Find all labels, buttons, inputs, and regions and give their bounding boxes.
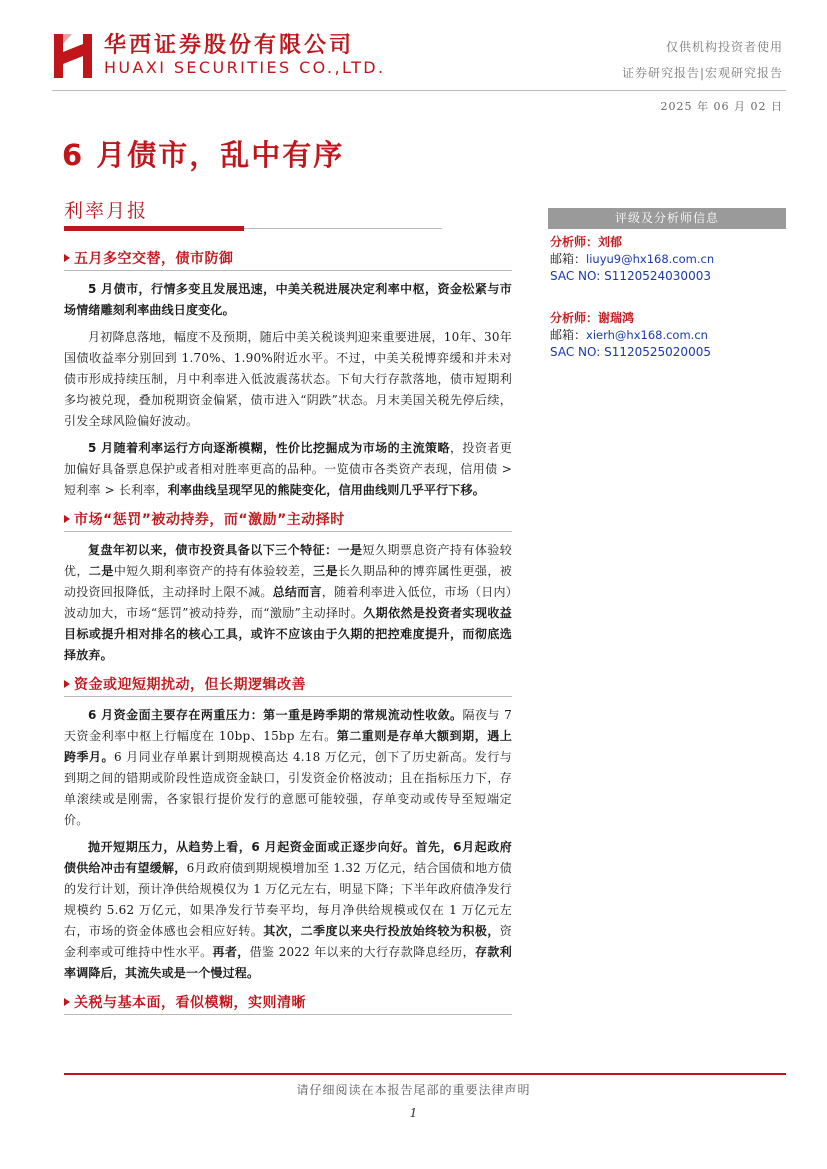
- subtitle-accent-bar: [64, 226, 244, 231]
- analyst-sac-number: SAC NO: S1120525020005: [550, 345, 711, 359]
- body-paragraph: [64, 540, 512, 666]
- report-category: 证券研究报告|宏观研究报告: [621, 66, 783, 80]
- analyst-name: 分析师：刘郁: [550, 235, 623, 249]
- triangle-bullet-icon: [64, 998, 70, 1006]
- bold-text-run: 抛开短期压力，从趋势上看，6 月起资金面或正逐步向好。首先，6月起政府债供给冲击有望缓解，: [64, 840, 512, 875]
- header-divider: [52, 90, 786, 91]
- text-run: ，投资者更加偏好具备票息保护或者相对胜率更高的品种。一览债市各类资产表现，信用债 > 短利率 > 长利率，: [64, 441, 512, 497]
- report-date: 2025 年 06 月 02 日: [660, 100, 783, 113]
- text-run: 借鉴 2022 年以来的大行存款降息经历，: [249, 945, 476, 959]
- text-run: 中短久期利率资产的持有体验较差，: [113, 564, 314, 578]
- bold-text-run: 总结而言: [272, 585, 322, 599]
- analyst-email-link[interactable]: xierh@hx168.com.cn: [586, 328, 708, 342]
- section-heading: [64, 246, 512, 271]
- analyst-box-header: 评级及分析师信息: [548, 208, 786, 229]
- bold-text-run: 5 月债市，行情多变且发展迅速，中美关税进展决定利率中枢，资金松紧与市场情绪雕刻利率曲线日度变化。: [64, 282, 512, 317]
- text-run: 长久期品种的博弈属性更强，被动投资回报降低，主动择时上限不减。: [64, 564, 512, 599]
- analyst-card: [550, 234, 786, 285]
- analyst-sac-number: SAC NO: S1120524030003: [550, 269, 711, 283]
- email-label: 邮箱：: [550, 328, 587, 342]
- email-label: 邮箱：: [550, 252, 587, 266]
- bold-text-run: 三是: [313, 564, 338, 578]
- bold-text-run: 5 月随着利率运行方向逐渐模糊，性价比挖掘成为市场的主流策略: [88, 441, 450, 455]
- analyst-name: 分析师：谢瑞鸿: [550, 311, 635, 325]
- analyst-email-link[interactable]: liuyu9@hx168.com.cn: [586, 252, 715, 266]
- bold-text-run: 存款利率调降后，其流失或是一个慢过程。: [64, 945, 513, 980]
- section-heading: [64, 672, 512, 697]
- section-title: 资金或迎短期扰动，但长期逻辑改善: [74, 677, 306, 693]
- bold-text-run: 第二重则是存单大额到期，遇上跨季月。: [64, 729, 512, 764]
- page-number: 1: [409, 1106, 418, 1120]
- section-title: 关税与基本面，看似模糊，实则清晰: [74, 995, 306, 1011]
- body-paragraph: [64, 327, 512, 432]
- report-subtitle: 利率月报: [64, 200, 149, 222]
- bold-text-run: 再者，: [212, 945, 250, 959]
- section-heading: [64, 507, 512, 532]
- text-run: 6月政府债到期规模增加至 1.32 万亿元，结合国债和地方债的发行计划，预计净供给规模仅为 1 万亿元左右，明显下降；下半年政府债净发行规模约 5.62 万亿元，如果净发行节奏平均，每月净供给规模或仅在 1 万亿元左右，市场的资金体感也会相应好转。: [64, 861, 512, 938]
- bold-text-run: 6 月资金面主要存在两重压力：第一重是跨季期的常规流动性收敛。: [88, 708, 463, 722]
- text-run: 资金利率或可维持中性水平。: [64, 924, 512, 959]
- text-run: 6 月同业存单累计到期规模高达 4.18 万亿元，创下了历史新高。发行与到期之间的错期或阶段性造成资金缺口，引发资金价格波动；且在指标压力下，存单滚续或是刚需，各家银行提价发行的意愿可能较强，存单变动或传导至短端定价。: [64, 750, 512, 827]
- bold-text-run: 二是: [88, 564, 114, 578]
- bold-text-run: 利率曲线呈现罕见的熊陡变化，信用曲线则几乎平行下移。: [167, 483, 485, 497]
- body-paragraph: [64, 438, 512, 501]
- triangle-bullet-icon: [64, 515, 70, 523]
- section-title: 市场“惩罚”被动持券，而“激励”主动择时: [74, 512, 345, 528]
- bold-text-run: 复盘年初以来，债市投资具备以下三个特征：一是: [88, 543, 363, 557]
- text-run: ，随着利率进入低位，市场（日内）波动加大，市场“惩罚”被动持券，而“激励”主动择时。: [64, 585, 512, 620]
- bold-text-run: 久期依然是投资者实现收益目标或提升相对排名的核心工具，或许不应该由于久期的把控难度提升，而彻底选择放弃。: [64, 606, 512, 662]
- section-title: 五月多空交替，债市防御: [74, 251, 234, 267]
- analyst-card: [550, 310, 786, 361]
- text-run: 短久期票息资产持有体验较优，: [64, 543, 512, 578]
- body-paragraph: [64, 705, 512, 831]
- section-heading: [64, 990, 512, 1015]
- body-paragraph: [64, 837, 512, 984]
- audience-note: 仅供机构投资者使用: [665, 40, 783, 54]
- body-paragraph: [64, 279, 512, 321]
- triangle-bullet-icon: [64, 254, 70, 262]
- report-body: [64, 246, 512, 1023]
- company-name-cn: 华西证券股份有限公司: [104, 33, 355, 58]
- huaxi-logo-icon: [52, 30, 94, 80]
- triangle-bullet-icon: [64, 680, 70, 688]
- bold-text-run: 其次，二季度以来央行投放始终较为积极，: [263, 924, 500, 938]
- company-name-en: HUAXI SECURITIES CO.,LTD.: [104, 58, 386, 77]
- text-run: 隔夜与 7 天资金利率中枢上行幅度在 10bp、15bp 左右。: [64, 708, 513, 743]
- footer-divider: [64, 1073, 786, 1075]
- report-title: 6 月债市，乱中有序: [62, 138, 345, 172]
- legal-disclaimer-link[interactable]: 请仔细阅读在本报告尾部的重要法律声明: [296, 1083, 531, 1097]
- text-run: 月初降息落地，幅度不及预期，随后中美关税谈判迎来重要进展，10年、30年国债收益率分别回到 1.70%、1.90%附近水平。不过，中美关税博弈缓和并未对债市形成持续压制，月中利率进入低波震荡状态。下旬大行存款落地，债市短期利多均被兑现，叠加税期资金偏紧，债市进入“阴跌”状态。月末美国关税先停后续，引发全球风险偏好波动。: [64, 330, 512, 428]
